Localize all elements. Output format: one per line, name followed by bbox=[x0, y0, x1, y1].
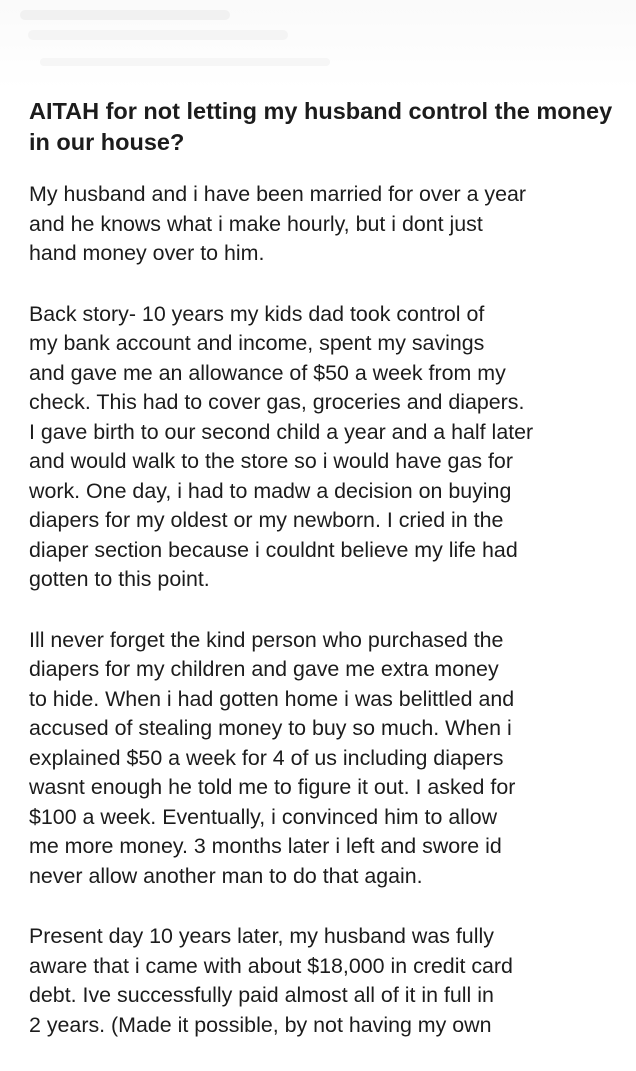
post-title: AITAH for not letting my husband control the money in our house? bbox=[29, 98, 613, 155]
post-body bbox=[29, 180, 619, 1040]
faded-header-area bbox=[0, 0, 636, 90]
faded-header-line bbox=[28, 30, 288, 40]
post-paragraph: My husband and i have been married for over a year and he knows what i make hourly, but i dont just hand money over to him. bbox=[29, 182, 527, 265]
post-paragraph: Back story- 10 years my kids dad took control of my bank account and income, spent my savings and gave me an allowance of $50 a week from my check. This had to cover gas, groceries and diapers. I gave birth to our second child a year and a half later and would walk to the store so i would have gas for work. One day, i had to madw a decision on buying diapers for my oldest or my newborn. I cried in the diaper section because i couldnt believe my life had gotten to this point. bbox=[29, 301, 534, 591]
post-paragraph: Ill never forget the kind person who purchased the diapers for my children and gave me extra money to hide. When i had gotten home i was belittled and accused of stealing money to buy so much. When i explained $50 a week for 4 of us including diapers wasnt enough he told me to figure it out. I asked for $100 a week. Eventually, i convinced him to allow me more money. 3 months later i left and swore id never allow another man to do that again. bbox=[29, 627, 516, 888]
faded-header-line bbox=[40, 58, 330, 66]
faded-header-line bbox=[20, 10, 230, 20]
post bbox=[29, 96, 619, 1071]
post-paragraph: Present day 10 years later, my husband was fully aware that i came with about $18,000 in credit card debt. Ive successfully paid almost all of it in full in 2 years. (Made it possible, by not having my own bbox=[29, 924, 513, 1037]
